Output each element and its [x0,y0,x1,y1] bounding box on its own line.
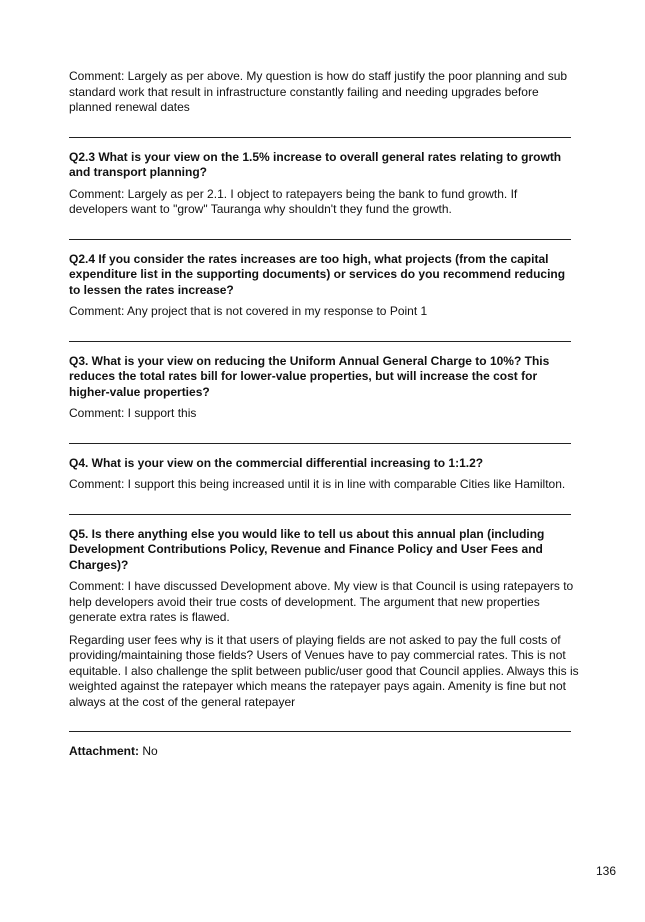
question-q4: Q4. What is your view on the commercial differential increasing to 1:1.2? [69,455,484,470]
section-divider [69,137,571,138]
section-divider [69,443,571,444]
attachment-line [69,744,579,760]
comment-q3: Comment: I support this [69,406,197,420]
question-q3: Q3. What is your view on reducing the Uniform Annual General Charge to 10%? This reduces the total rates bill for lower-value properties, but will increase the cost for higher-value properties? [69,353,550,399]
section-divider [69,239,571,240]
comment-q4: Comment: I support this being increased until it is in line with comparable Cities like Hamilton. [69,477,566,491]
question-q5: Q5. Is there anything else you would like to tell us about this annual plan (including Development Contributions Policy, Revenue and Finance Policy and User Fees and Charges)? [69,526,545,572]
comment-q5-part-2: Regarding user fees why is it that users of playing fields are not asked to pay the full costs of providing/maintaining those fields? Users of Venues have to pay commercial rates. This is not equitable. I also challenge the split between public/user good that Council applies. Always this is weighted against the ratepayer which means the ratepayer pays again. Amenity is fine but not always at the cost of the general ratepayer [69,632,579,709]
comment-q5-part-1: Comment: I have discussed Development above. My view is that Council is using ratepayers to help developers avoid their true costs of development. The argument that new properties generate extra rates is flawed. [69,579,574,624]
comment-q2-3: Comment: Largely as per 2.1. I object to ratepayers being the bank to fund growth. If developers want to "grow" Tauranga why shouldn't they fund the growth. [69,186,518,216]
intro-comment: Comment: Largely as per above. My question is how do staff justify the poor planning and sub standard work that result in infrastructure constantly failing and needing upgrades before planned renewal dates [69,69,568,114]
section-divider [69,514,571,515]
document-page [69,69,579,760]
page-number: 136 [595,864,616,878]
attachment-value: No [142,744,158,758]
question-q2-3: Q2.3 What is your view on the 1.5% increase to overall general rates relating to growth and transport planning? [69,149,562,179]
section-divider [69,341,571,342]
attachment-label: Attachment: [69,744,140,758]
question-q2-4: Q2.4 If you consider the rates increases are too high, what projects (from the capital expenditure list in the supporting documents) or services do you recommend reducing to lessen the rates increase? [69,251,566,297]
comment-q2-4: Comment: Any project that is not covered in my response to Point 1 [69,304,428,318]
section-divider [69,731,571,732]
